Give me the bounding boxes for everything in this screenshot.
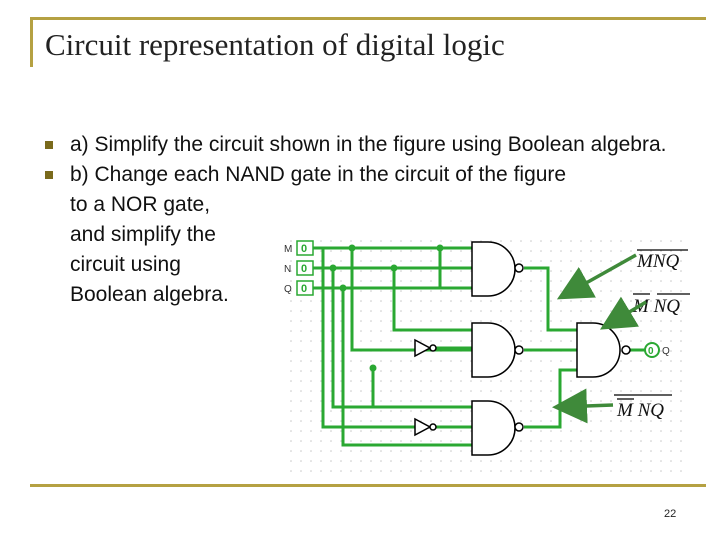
bullet-text-b-line1: b) Change each NAND gate in the circuit of the figure xyxy=(70,163,567,186)
bullet-text-b-line4: circuit using xyxy=(70,253,181,276)
bullet-text-b-line3: and simplify the xyxy=(70,223,216,246)
input-label-n: N xyxy=(284,264,292,275)
bullet-text-a: a) Simplify the circuit shown in the figure using Boolean algebra. xyxy=(70,133,667,156)
input-label-q: Q xyxy=(284,284,292,295)
input-value-m: 0 xyxy=(301,243,308,255)
input-toggle-q[interactable] xyxy=(297,281,313,295)
output-led xyxy=(645,343,670,357)
page-number: 22 xyxy=(664,508,677,520)
input-value-n: 0 xyxy=(301,263,308,275)
bullet-text-b-line2: to a NOR gate, xyxy=(70,193,211,216)
input-toggle-m[interactable] xyxy=(297,241,313,255)
input-toggle-n[interactable] xyxy=(297,261,313,275)
output-value: 0 xyxy=(648,346,654,357)
expression-2-text: M NQ xyxy=(633,296,680,317)
bullet-text-b-line5: Boolean algebra. xyxy=(70,283,229,306)
expression-1-text: MNQ xyxy=(637,251,680,272)
slide-title: Circuit representation of digital logic xyxy=(45,27,505,62)
footer-divider xyxy=(30,484,706,487)
output-label: Q xyxy=(662,346,670,357)
expression-3-text: M NQ xyxy=(617,400,664,421)
arrow-3 xyxy=(559,405,613,407)
input-label-m: M xyxy=(284,244,293,255)
input-value-q: 0 xyxy=(301,283,308,295)
